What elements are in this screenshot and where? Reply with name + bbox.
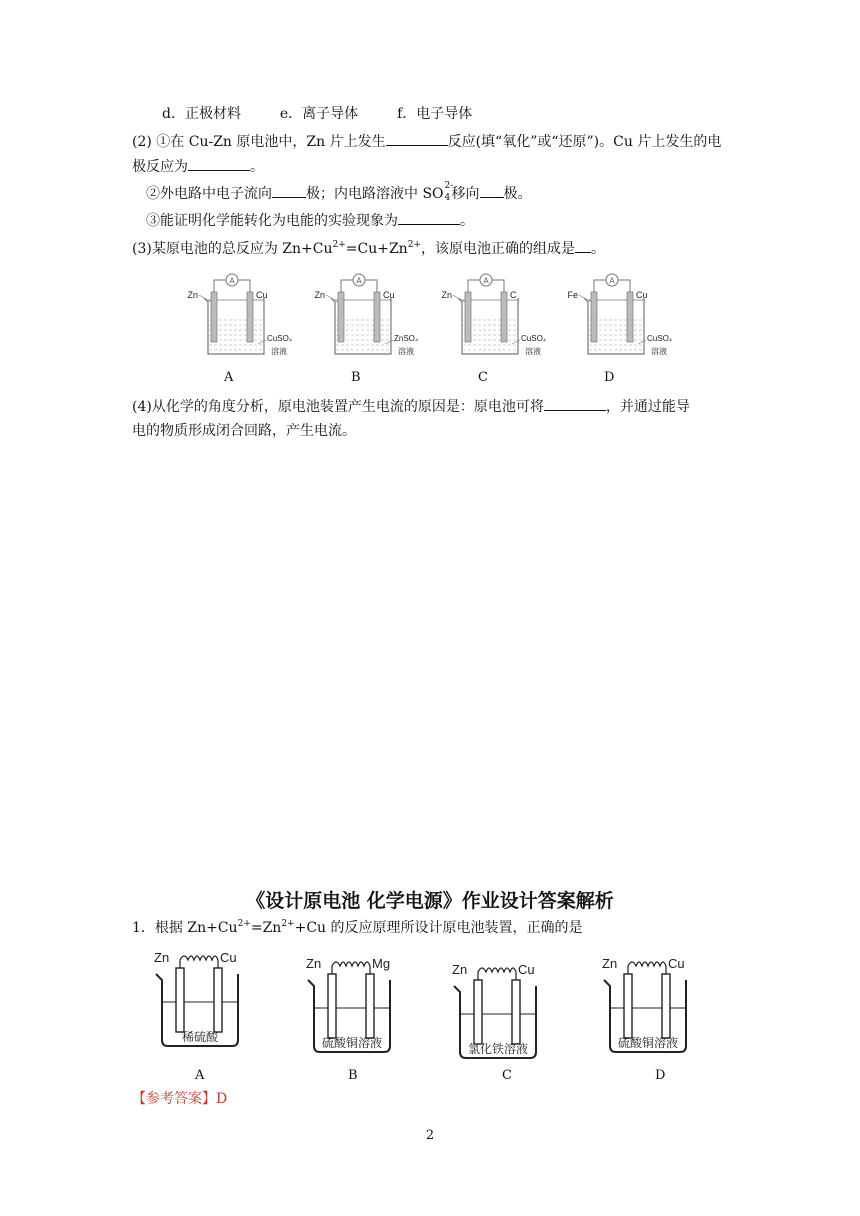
- q3-line: (3)某原电池的总反应为 $Zn+Cu^{2+}=Cu+Zn^{2+}$，该原电池正确的组成是 。: [132, 240, 605, 257]
- q2-line2: 极反应为 。: [132, 156, 264, 177]
- answer-cell-C: [448, 958, 548, 1064]
- sulfate-charge: 2- 4: [444, 181, 454, 203]
- svg-text:A: A: [356, 276, 362, 286]
- svg-text:A: A: [609, 276, 615, 286]
- q3-cell-caption: C: [478, 370, 488, 385]
- answer-q1-line: 1．根据 $Zn+Cu^{2+}=Zn^{2+}+Cu$ 的反应原理所设计原电池装置，正确的是: [132, 919, 583, 936]
- electrode-left-label: Fe: [567, 290, 578, 300]
- q3-cell-C: [432, 268, 547, 360]
- electrode-right-label: Cu: [220, 950, 237, 965]
- q2-line3: ②外电路中电子流向 极；内电路溶液中 SO 2- 4 移向 极。: [146, 181, 532, 203]
- q3-cell-B: [305, 268, 419, 360]
- q4-line2: 电的物质形成闭合回路，产生电流。: [132, 423, 356, 439]
- answer-section-title: 《设计原电池 化学电源》作业设计答案解析: [246, 890, 614, 912]
- answer-cell-B: [302, 952, 402, 1058]
- blank-sulfate-direction[interactable]: [480, 183, 504, 198]
- reference-answer-value: D: [216, 1091, 228, 1107]
- electrode-right-label: Cu: [256, 290, 268, 300]
- option-d: d．正极材料: [162, 106, 241, 122]
- q3-cell-caption: A: [224, 370, 234, 385]
- answer-cell-D: [598, 952, 698, 1058]
- electrode-left-label: Zn: [154, 950, 170, 965]
- solution-label: CuSO₄: [521, 334, 547, 343]
- answer-cell-caption: B: [348, 1068, 358, 1083]
- electrode-right-label: C: [510, 290, 517, 300]
- solution-label: 氯化铁溶液: [467, 1042, 529, 1056]
- electrode-left-label: Zn: [452, 962, 468, 977]
- solution-label: CuSO₄: [267, 334, 293, 343]
- solution-label-2: 溶液: [398, 347, 414, 356]
- electrode-left-label: Zn: [187, 290, 198, 300]
- electrode-right-label: Cu: [383, 290, 395, 300]
- electrode-right-label: Mg: [372, 956, 391, 971]
- solution-label-2: 溶液: [525, 347, 541, 356]
- q3-cell-caption: B: [351, 370, 361, 385]
- electrode-left-label: Zn: [306, 956, 322, 971]
- answer-cell-caption: D: [655, 1068, 666, 1083]
- blank-correct-cell[interactable]: [575, 238, 591, 253]
- electrode-left-label: Zn: [314, 290, 325, 300]
- option-e: e．离子导体: [279, 106, 359, 122]
- q4-line1: (4)从化学的角度分析，原电池装置产生电流的原因是：原电池可将 ，并通过能导: [132, 396, 690, 417]
- q2-line1: (2) ①在 Cu-Zn 原电池中，Zn 片上发生 反应(填“氧化”或“还原”)。Cu 片上发生的电: [132, 131, 721, 152]
- q3-cell-caption: D: [604, 370, 615, 385]
- answer-cell-caption: A: [195, 1068, 205, 1083]
- solution-label: CuSO₄: [647, 334, 673, 343]
- solution-label: 稀硫酸: [181, 1030, 219, 1044]
- q3-cell-A: [178, 268, 293, 360]
- solution-label-2: 溶液: [271, 347, 287, 356]
- answer-cell-caption: C: [502, 1068, 512, 1083]
- page-number: 2: [425, 1128, 435, 1143]
- blank-energy-conversion[interactable]: [544, 396, 606, 411]
- option-f: f．电子导体: [397, 106, 473, 122]
- options-line: [162, 104, 472, 124]
- solution-label-2: 溶液: [651, 347, 667, 356]
- electrode-left-label: Zn: [441, 290, 452, 300]
- blank-reaction-type[interactable]: [386, 131, 448, 146]
- blank-cu-electrode-reaction[interactable]: [188, 156, 250, 171]
- blank-evidence[interactable]: [398, 210, 460, 225]
- svg-text:A: A: [483, 276, 489, 286]
- reference-answer: [132, 1089, 227, 1109]
- blank-electron-direction[interactable]: [272, 183, 306, 198]
- reference-answer-label: 【参考答案】: [132, 1091, 216, 1107]
- electrode-right-label: Cu: [636, 290, 648, 300]
- svg-text:A: A: [229, 276, 235, 286]
- solution-label: 硫酸铜溶液: [617, 1036, 679, 1050]
- q3-cell-D: [558, 268, 673, 360]
- electrode-left-label: Zn: [602, 956, 618, 971]
- electrode-right-label: Cu: [518, 962, 535, 977]
- solution-label: 硫酸铜溶液: [321, 1036, 383, 1050]
- electrode-right-label: Cu: [668, 956, 685, 971]
- q2-line4: ③能证明化学能转化为电能的实验现象为 。: [146, 210, 474, 231]
- solution-label: ZnSO₄: [394, 334, 419, 343]
- answer-cell-A: [150, 946, 250, 1052]
